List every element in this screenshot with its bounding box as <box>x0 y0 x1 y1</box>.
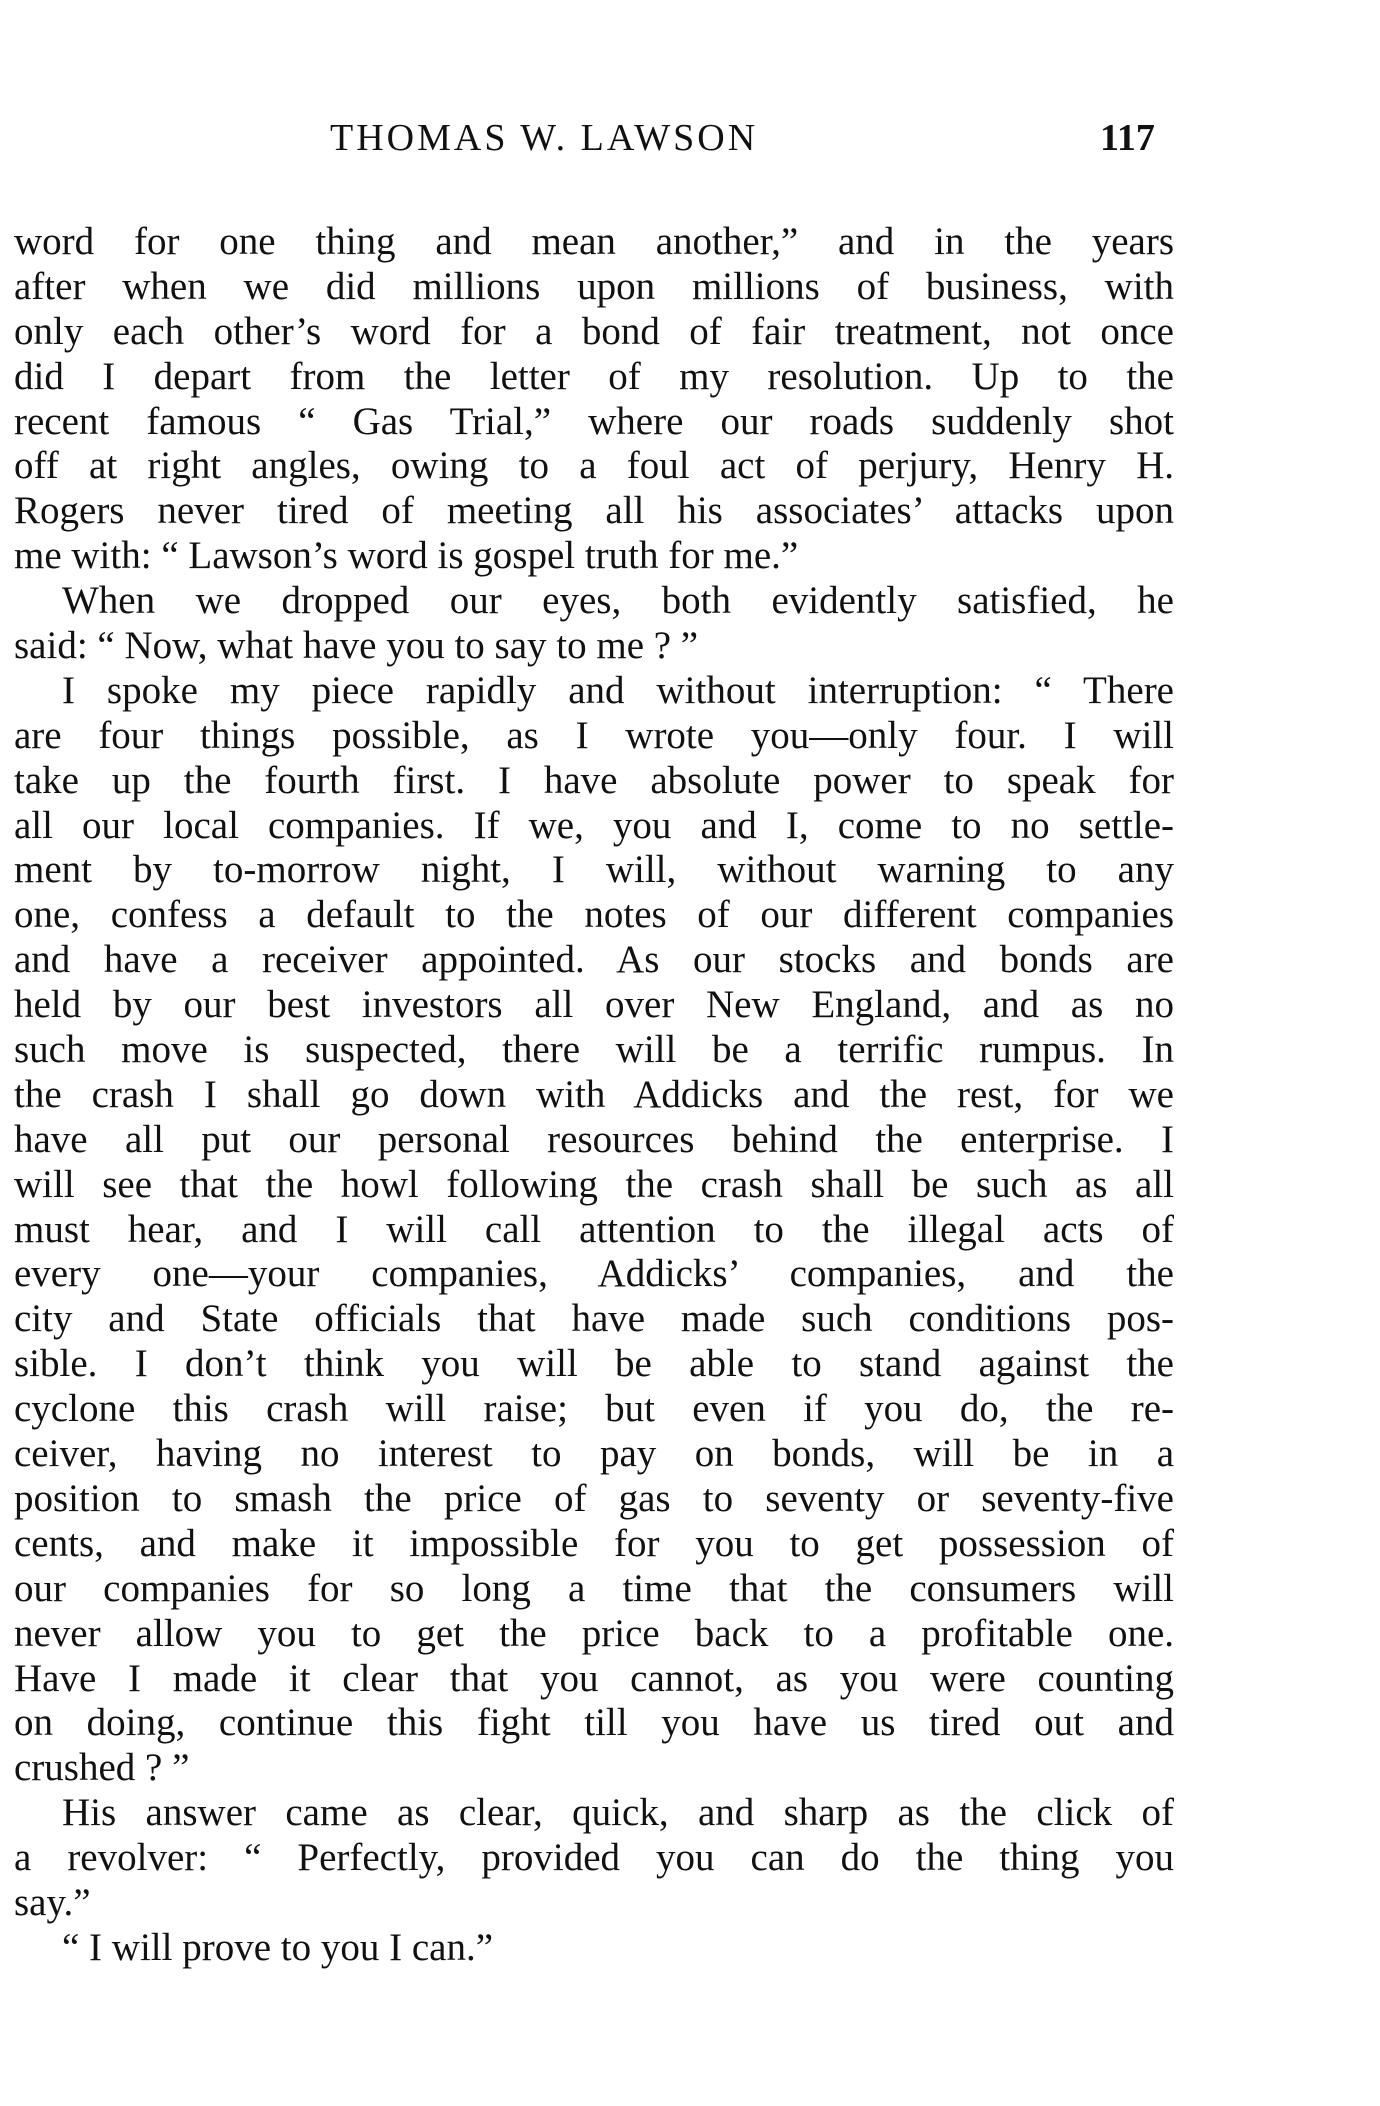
text-line: When we dropped our eyes, both evidently satisfied, he <box>62 579 1174 623</box>
text-line: the crash I shall go down with Addicks and the rest, for we <box>14 1072 1174 1116</box>
text-line: one, confess a default to the notes of our different companies <box>14 893 1174 937</box>
text-line: cents, and make it impossible for you to get possession of <box>14 1521 1174 1565</box>
text-line: all our local companies. If we, you and I, come to no settle- <box>14 803 1174 847</box>
text-line: ceiver, having no interest to pay on bonds, will be in a <box>14 1432 1174 1476</box>
text-line: on doing, continue this fight till you have us tired out and <box>14 1701 1174 1745</box>
text-line: held by our best investors all over New England, and as no <box>14 983 1174 1027</box>
text-line: crushed ? ” <box>14 1746 190 1790</box>
text-line: His answer came as clear, quick, and sharp as the click of <box>62 1791 1174 1835</box>
text-line: will see that the howl following the crash shall be such as all <box>14 1162 1174 1206</box>
text-line: off at right angles, owing to a foul act of perjury, Henry H. <box>14 444 1174 488</box>
text-line: and have a receiver appointed. As our stocks and bonds are <box>14 938 1174 982</box>
text-line: every one—your companies, Addicks’ companies, and the <box>14 1252 1174 1296</box>
text-line: must hear, and I will call attention to the illegal acts of <box>14 1207 1174 1251</box>
text-line: did I depart from the letter of my resolution. Up to the <box>14 354 1174 398</box>
text-line: have all put our personal resources behind the enterprise. I <box>14 1117 1174 1161</box>
text-line: only each other’s word for a bond of fair treatment, not once <box>14 309 1174 353</box>
text-line: such move is suspected, there will be a terrific rumpus. In <box>14 1028 1174 1072</box>
running-head <box>0 116 1380 176</box>
body-text <box>14 220 1174 1971</box>
text-line: are four things possible, as I wrote you—only four. I will <box>14 713 1174 757</box>
text-line: position to smash the price of gas to seventy or seventy-five <box>14 1476 1174 1520</box>
text-line: cyclone this crash will raise; but even if you do, the re- <box>14 1387 1174 1431</box>
text-line: our companies for so long a time that the consumers will <box>14 1566 1174 1610</box>
text-line: never allow you to get the price back to a profitable one. <box>14 1611 1174 1655</box>
running-title: THOMAS W. LAWSON <box>330 117 759 159</box>
text-line: a revolver: “ Perfectly, provided you can do the thing you <box>14 1836 1174 1880</box>
text-line: “ I will prove to you I can.” <box>62 1925 494 1969</box>
text-line: word for one thing and mean another,” and in the years <box>14 220 1174 263</box>
text-line: recent famous “ Gas Trial,” where our roads suddenly shot <box>14 399 1174 443</box>
text-line: sible. I don’t think you will be able to stand against the <box>14 1342 1174 1386</box>
text-line: said: “ Now, what have you to say to me ? ” <box>14 624 699 668</box>
text-line: me with: “ Lawson’s word is gospel truth for me.” <box>14 534 799 578</box>
text-line: after when we did millions upon millions of business, with <box>14 264 1174 308</box>
text-line: Rogers never tired of meeting all his associates’ attacks upon <box>14 489 1174 533</box>
text-line: Have I made it clear that you cannot, as you were counting <box>14 1656 1174 1700</box>
page-number: 117 <box>1100 117 1155 159</box>
text-line: take up the fourth first. I have absolute power to speak for <box>14 758 1174 802</box>
text-line: city and State officials that have made such conditions pos- <box>14 1297 1174 1341</box>
text-line: say.” <box>14 1880 91 1924</box>
text-line: I spoke my piece rapidly and without interruption: “ There <box>62 668 1174 712</box>
text-line: ment by to-morrow night, I will, without warning to any <box>14 848 1174 892</box>
